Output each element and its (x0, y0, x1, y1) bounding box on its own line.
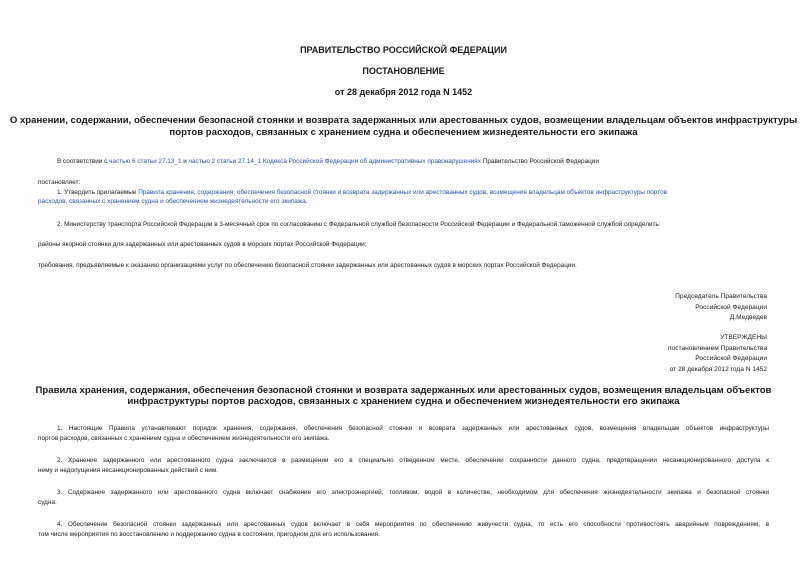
decree-word: постановляет: (38, 179, 81, 186)
signature-name: Д.Медведев (729, 314, 767, 321)
item-1-continuation (38, 197, 307, 206)
rule-4-line-1: 4. Обеспечение безопасной стоянки задержанных или арестованных судов включает в себя мероприятия по обеспечению живучести судна, то есть его способности противостоять аварийным повреждениям, в (57, 521, 769, 528)
rules-title-line-1: Правила хранения, содержания, обеспечения безопасной стоянки и возврата задержанных или арестованных судов, возмещения владельцам объектов (35, 385, 772, 396)
preamble-suffix: Правительство Российской Федерации (480, 158, 599, 165)
item-1-suffix: . (305, 198, 308, 205)
approval-date: от 28 декабря 2012 года N 1452 (669, 365, 767, 373)
item-2-subitem-1: районы якорной стоянки для задержанных или арестованных судов в морских портах Российской Федерации; (38, 241, 367, 248)
item-2-subitem-2: требования, предъявляемые к оказанию организациями услуг по обеспечению безопасной стоянки задержанных или арестованных судов в морских портах Российской Федерации. (38, 262, 577, 269)
approval-block (668, 333, 767, 375)
item-1-prefix: 1. Утвердить прилагаемые (57, 189, 139, 196)
signature-block (675, 292, 767, 324)
rule-2-line-2: нему и недопущения несанкционированных действий с ним. (38, 467, 218, 474)
approval-country: Российской Федерации (695, 355, 767, 362)
document-title-line-1: О хранении, содержании, обеспечении безопасной стоянки и возврата задержанных или арестованных судов, возмещении владельцам объектов инфраструктуры (9, 115, 798, 126)
signature-title: Председатель Правительства (675, 293, 767, 300)
rules-link-line-2[interactable]: расходов, связанных с хранением судна и обеспечением жизнедеятельности его экипажа (38, 198, 306, 205)
code-part-6-link[interactable]: частью 6 статьи 27.13_1 (109, 158, 182, 165)
rule-3-line-2: судна. (38, 499, 57, 506)
rules-title-line-2: инфраструктуры портов расходов, связанных с хранением судна и обеспечением жизнедеятельности его экипажа (127, 396, 680, 407)
document-type-heading: ПОСТАНОВЛЕНИЕ (362, 66, 445, 76)
preamble-prefix: В соответствии с (57, 158, 110, 165)
item-1-paragraph (57, 188, 767, 197)
code-part-2-link[interactable]: частью 2 статьи 27.14_1 Кодекса Российской Федерации об административных правонарушениях (188, 158, 481, 165)
rule-1-line-2: портов расходов, связанных с хранением судна и обеспечением жизнедеятельности его экипажа. (38, 435, 330, 442)
signature-country: Российской Федерации (695, 303, 767, 311)
approval-heading: УТВЕРЖДЕНЫ (720, 334, 767, 341)
rule-3-line-1: 3. Содержание задержанного или арестованного судна включает снабжение его электроэнергией, топливом, водой в количестве, необходимом для обеспечения жизнедеятельности экипажа и безопасной стоянки (57, 489, 769, 496)
rule-1-line-1: 1. Настоящие Правила устанавливают порядок хранения, содержания, обеспечения безопасной стоянки и возврата задержанных или арестованных судов, возмещения владельцам объектов инфраструктуры (57, 425, 769, 432)
document-title-line-2: портов расходов, связанных с хранением судна и обеспечением жизнедеятельности его экипажа (169, 127, 638, 138)
preamble-mid: и (181, 158, 189, 165)
item-2-paragraph: 2. Министерству транспорта Российской Федерации в 3-месячный срок по согласованию с Федеральной службой безопасности Российской Федерации и Федеральной таможенной службой определить: (57, 221, 661, 228)
rules-link-line-1[interactable]: Правила хранения, содержания, обеспечения безопасной стоянки и возврата задержанных или арестованных судов, возмещения владельцам объектов инфраструктуры портов (138, 189, 668, 196)
approval-by: постановлением Правительства (667, 344, 767, 352)
government-heading: ПРАВИТЕЛЬСТВО РОССИЙСКОЙ ФЕДЕРАЦИИ (300, 45, 507, 55)
rule-4-line-2: том числе мероприятия по восстановлению и поддержанию судна в состоянии, пригодном для его использования. (38, 531, 380, 538)
preamble-paragraph (57, 157, 599, 166)
rule-2-line-1: 2. Хранение задержанного или арестованного судна заключается в размещении его в специально отведенном месте, обеспечении сохранности данного судна, предотвращении несанкционированного доступа к (57, 457, 769, 464)
document-date-number: от 28 декабря 2012 года N 1452 (334, 87, 473, 97)
